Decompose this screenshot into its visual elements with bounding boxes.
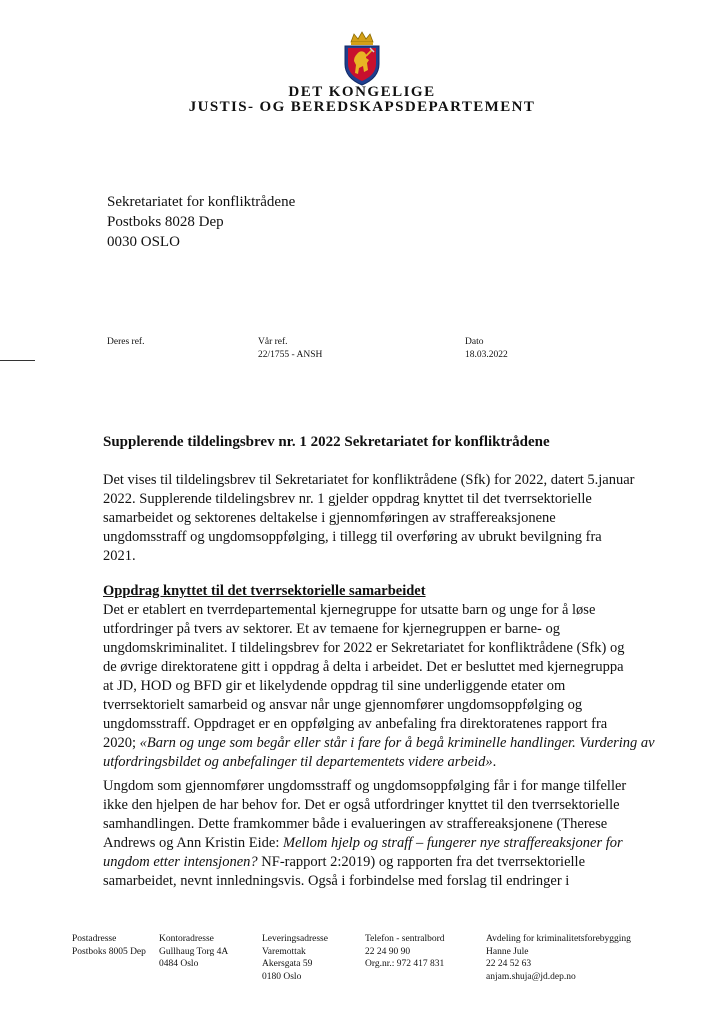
footer-label: Avdeling for kriminalitetsforebygging [486, 934, 631, 944]
paragraph-line: samarbeidet og sektorenes deltakelse i gjennomføringen av straffereaksjonene [103, 510, 556, 526]
paragraph-line: samhandlingen. Dette framkommer både i evalueringen av straffereaksjonene (Therese [103, 816, 608, 832]
paragraph-line: Det er etablert en tverrdepartemental kjernegruppe for utsatte barn og unge for å løse [103, 602, 596, 618]
paragraph-line: 2022. Supplerende tildelingsbrev nr. 1 gjelder oppdrag knyttet til det tverrsektorielle [103, 491, 592, 507]
recipient-address [107, 192, 295, 252]
department-name-line2: JUSTIS- OG BEREDSKAPSDEPARTEMENT [188, 99, 536, 115]
paragraph-line: ungdomsstraff. Oppdraget er en oppfølging av anbefaling fra direktoratenes rapport fra [103, 716, 608, 732]
footer-value: Varemottak [262, 946, 306, 957]
footer-telefon [365, 933, 445, 971]
footer-leveringsadresse [262, 933, 328, 983]
paragraph-line [103, 753, 663, 772]
footer-value: 0484 Oslo [159, 959, 199, 969]
footer-value: Postboks 8005 Dep [72, 946, 146, 957]
report-title-italic: «Barn og unge som begår eller står i fare for å begå kriminelle handlinger. Vurdering av [139, 735, 655, 751]
paragraph-line: utfordringer på tvers av sektorer. Et av temaene for kjernegruppen er barne- og [103, 621, 560, 637]
date-block [465, 336, 508, 362]
department-name-line1: DET KONGELIGE [288, 84, 436, 100]
paragraph-line: de øvrige direktoratene gitt i oppdrag å delta i arbeidet. Det er besluttet med kjernegruppa [103, 659, 624, 675]
footer-postadresse [72, 933, 146, 958]
paragraph-line: samarbeidet, nevnt innledningsvis. Også i forbindelse med forslag til endringer i [103, 873, 570, 889]
text-run: 2020; [103, 735, 140, 751]
footer-value: Gullhaug Torg 4A [159, 946, 229, 957]
paragraph-line: at JD, HOD og BFD gir et likelydende oppdrag til sine underliggende etater om [103, 678, 566, 694]
paragraph-line [103, 853, 663, 872]
footer-value: 22 24 90 90 [365, 946, 411, 957]
section-heading: Oppdrag knyttet til det tverrsektorielle samarbeidet [103, 583, 426, 599]
footer-value: Akersgata 59 [262, 959, 313, 969]
footer-value: Org.nr.: 972 417 831 [365, 959, 445, 969]
footer-email: anjam.shuja@jd.dep.no [486, 971, 576, 982]
footer-value: Hanne Jule [486, 946, 529, 957]
paragraph-line: Det vises til tildelingsbrev til Sekretariatet for konfliktrådene (Sfk) for 2022, datert 5.januar [103, 472, 635, 488]
recipient-line: 0030 OSLO [107, 234, 180, 250]
text-run: Andrews og Ann Kristin Eide: [103, 835, 284, 851]
footer-kontoradresse [159, 933, 228, 971]
footer-value: 22 24 52 63 [486, 959, 532, 969]
paragraph-line: ikke den hjelpen de har behov for. Det er også utfordringer knyttet til den tverrsektorielle [103, 797, 620, 813]
footer-value: 0180 Oslo [262, 971, 302, 982]
date-label: Dato [465, 337, 484, 347]
fold-mark-divider [0, 360, 35, 361]
footer-label: Leveringsadresse [262, 934, 328, 944]
paragraph-line: 2021. [103, 548, 136, 564]
footer-avdeling [486, 933, 631, 983]
paragraph-line [103, 734, 663, 753]
paragraph-line: Ungdom som gjennomfører ungdomsstraff og ungdomsoppfølging får i for mange tilfeller [103, 778, 627, 794]
date-value: 18.03.2022 [465, 350, 508, 360]
report-title-italic: ungdom etter intensjonen? [103, 854, 258, 870]
text-run: . [492, 754, 497, 770]
recipient-line: Sekretariatet for konfliktrådene [107, 194, 296, 210]
var-ref-label: Vår ref. [258, 337, 288, 347]
paragraph-line: ungdomskriminalitet. I tildelingsbrev for 2022 er Sekretariatet for konfliktrådene (Sfk) og [103, 640, 625, 656]
var-ref-value: 22/1755 - ANSH [258, 350, 323, 360]
youth-paragraph [103, 777, 663, 891]
report-title-italic: Mellom hjelp og straff – fungerer nye straffereaksjoner for [283, 835, 623, 851]
paragraph-line: tverrsektorielt samarbeid og ansvar når unge gjennomfører ungdomsoppfølging og [103, 697, 583, 713]
assignment-paragraph [103, 601, 663, 772]
coat-of-arms-logo [337, 30, 387, 86]
footer-label: Telefon - sentralbord [365, 934, 445, 944]
deres-ref-label: Deres ref. [107, 337, 145, 347]
recipient-line: Postboks 8028 Dep [107, 214, 224, 230]
letter-subject: Supplerende tildelingsbrev nr. 1 2022 Sekretariatet for konfliktrådene [103, 434, 550, 450]
intro-paragraph [103, 471, 663, 566]
footer-label: Kontoradresse [159, 934, 214, 944]
lion-crest-icon [337, 30, 387, 86]
paragraph-line: ungdomsstraff og ungdomsoppfølging, i tillegg til overføring av ubrukt bevilgning fra [103, 529, 602, 545]
text-run: NF-rapport 2:2019) og rapporten fra det tverrsektorielle [257, 854, 586, 870]
footer-label: Postadresse [72, 934, 117, 944]
var-ref-block [258, 336, 322, 362]
paragraph-line [103, 834, 663, 853]
report-title-italic: utfordringsbildet og anbefalinger til departementets videre arbeid» [103, 754, 493, 770]
